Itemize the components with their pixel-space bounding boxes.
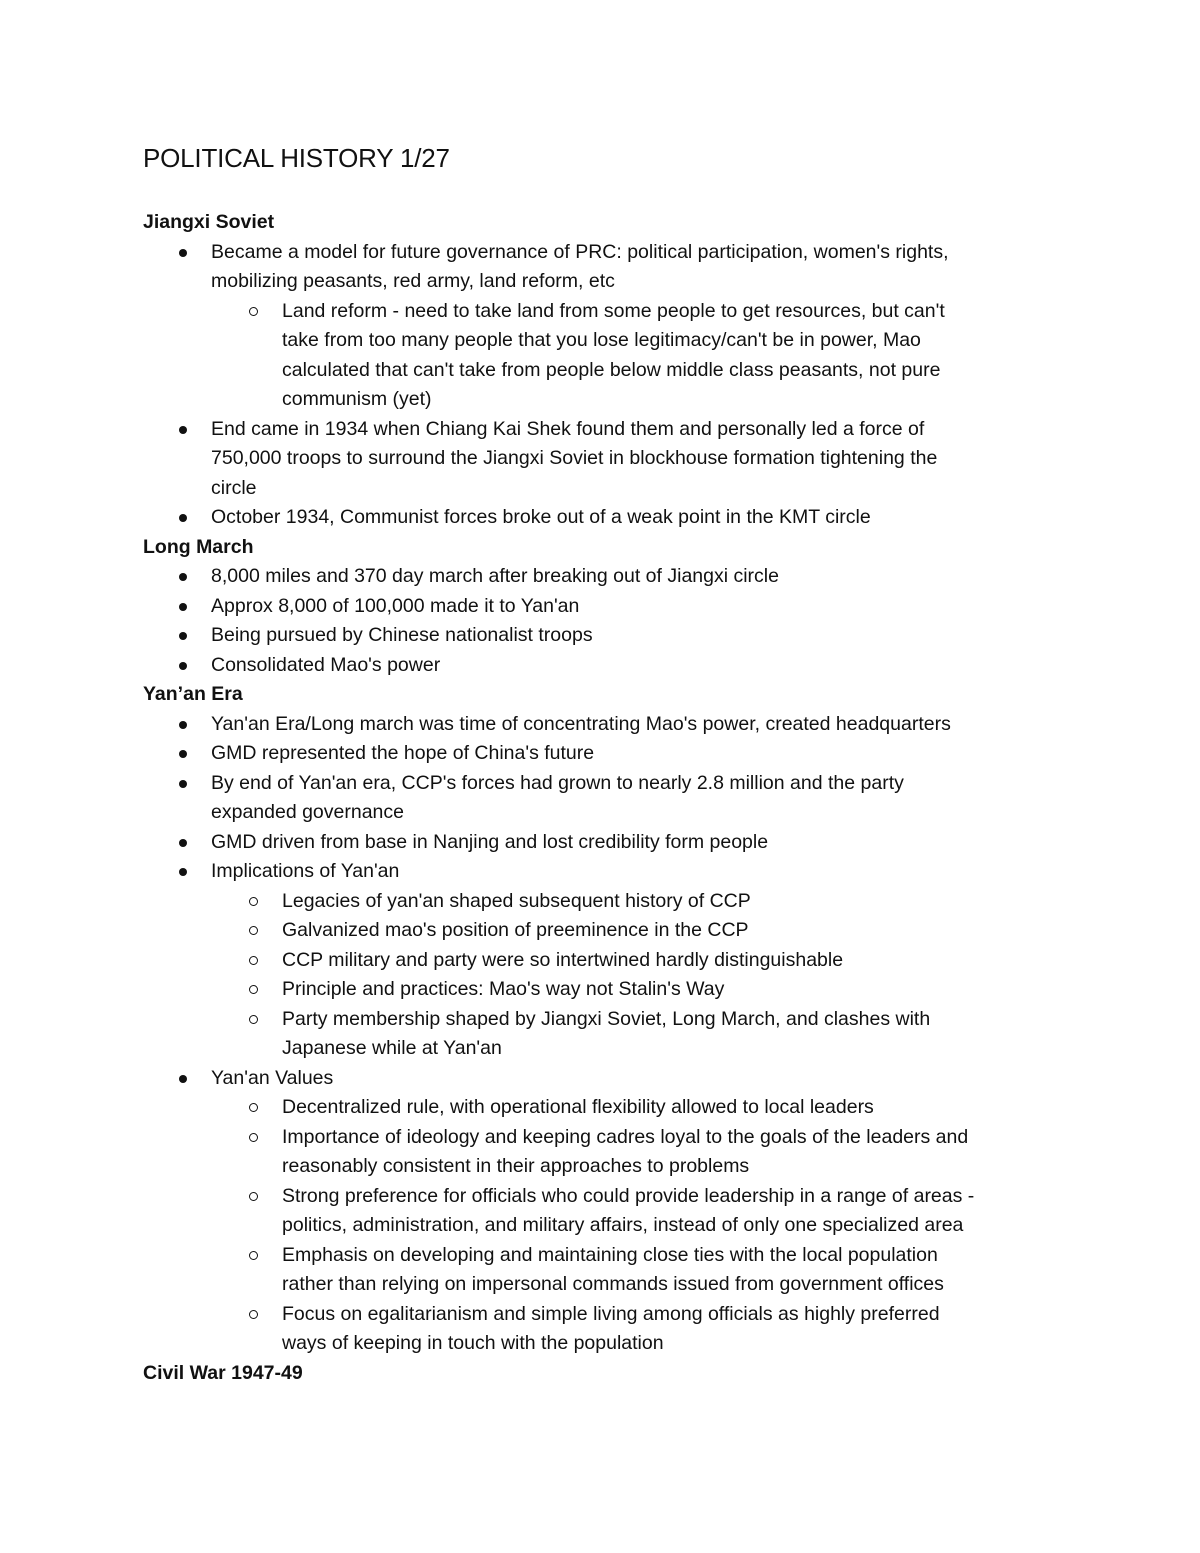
line-text: expanded governance xyxy=(211,801,404,823)
bullet-dot-icon xyxy=(179,721,187,729)
section-heading xyxy=(143,680,1073,710)
line-text: GMD driven from base in Nanjing and lost credibility form people xyxy=(211,830,769,853)
line-text: Yan'an Values xyxy=(211,1066,334,1089)
bullet-circle-icon xyxy=(249,307,258,316)
bullet-dot-icon xyxy=(179,750,187,758)
section-heading xyxy=(143,208,1073,238)
bullet-dot-icon xyxy=(179,662,187,670)
sub-list-item xyxy=(143,946,1073,976)
sub-list-item xyxy=(143,916,1073,946)
line-text: rather than relying on impersonal commands issued from government offices xyxy=(282,1273,944,1295)
bullet-dot-icon xyxy=(179,780,187,788)
line-text: reasonably consistent in their approaches to problems xyxy=(282,1155,750,1177)
bullet-circle-icon xyxy=(249,926,258,935)
line-text: Long March xyxy=(143,535,254,558)
sub-list-item xyxy=(143,1329,1073,1359)
bullet-circle-icon xyxy=(249,1015,258,1024)
sub-list-item xyxy=(143,1005,1073,1035)
line-text: Galvanized mao's position of preeminence in the CCP xyxy=(282,919,749,941)
sub-list-item xyxy=(143,1034,1073,1064)
list-item xyxy=(143,267,1073,297)
sub-list-item xyxy=(143,326,1073,356)
line-text: Consolidated Mao's power xyxy=(211,653,441,676)
sub-list-item xyxy=(143,1152,1073,1182)
sub-list-item xyxy=(143,1270,1073,1300)
list-item xyxy=(143,828,1073,858)
bullet-dot-icon xyxy=(179,573,187,581)
bullet-dot-icon xyxy=(179,1075,187,1083)
sub-list-item xyxy=(143,1300,1073,1330)
sub-list-item xyxy=(143,1093,1073,1123)
line-text: CCP military and party were so intertwined hardly distinguishable xyxy=(282,948,844,971)
sub-list-item xyxy=(143,1182,1073,1212)
list-item xyxy=(143,238,1073,268)
line-text: circle xyxy=(211,476,257,499)
bullet-circle-icon xyxy=(249,897,258,906)
sub-list-item xyxy=(143,1211,1073,1241)
line-text: GMD represented the hope of China's future xyxy=(211,742,595,764)
list-item xyxy=(143,857,1073,887)
line-text: Implications of Yan'an xyxy=(211,860,400,882)
bullet-circle-icon xyxy=(249,1251,258,1260)
line-text: By end of Yan'an era, CCP's forces had grown to nearly 2.8 million and the party xyxy=(211,771,904,794)
list-item xyxy=(143,503,1073,533)
document-title: POLITICAL HISTORY 1/27 xyxy=(143,143,450,173)
line-text: Became a model for future governance of PRC: political participation, women's rights, xyxy=(211,240,949,263)
bullet-circle-icon xyxy=(249,1192,258,1201)
line-text: Being pursued by Chinese nationalist troops xyxy=(211,624,593,646)
list-item xyxy=(143,1064,1073,1094)
line-text: Japanese while at Yan'an xyxy=(282,1037,502,1059)
line-text: communism (yet) xyxy=(282,388,432,410)
line-text: Legacies of yan'an shaped subsequent history of CCP xyxy=(282,889,751,912)
line-text: 750,000 troops to surround the Jiangxi Soviet in blockhouse formation tightening the xyxy=(211,447,938,469)
line-text: Civil War 1947-49 xyxy=(143,1361,303,1384)
bullet-dot-icon xyxy=(179,632,187,640)
list-item xyxy=(143,562,1073,592)
sub-list-item xyxy=(143,1123,1073,1153)
line-text: politics, administration, and military affairs, instead of only one specialized area xyxy=(282,1214,964,1236)
line-text: Decentralized rule, with operational flexibility allowed to local leaders xyxy=(282,1096,874,1118)
line-text: ways of keeping in touch with the population xyxy=(282,1332,664,1354)
bullet-dot-icon xyxy=(179,514,187,522)
bullet-circle-icon xyxy=(249,1133,258,1142)
section-heading xyxy=(143,1359,1073,1389)
bullet-circle-icon xyxy=(249,1310,258,1319)
list-item xyxy=(143,651,1073,681)
line-text: Yan'an Era/Long march was time of concentrating Mao's power, created headquarters xyxy=(211,712,951,735)
bullet-circle-icon xyxy=(249,956,258,965)
notes-body xyxy=(143,208,1073,1388)
list-item xyxy=(143,710,1073,740)
sub-list-item xyxy=(143,297,1073,327)
bullet-dot-icon xyxy=(179,868,187,876)
bullet-dot-icon xyxy=(179,249,187,257)
list-item xyxy=(143,739,1073,769)
list-item xyxy=(143,769,1073,799)
sub-list-item xyxy=(143,887,1073,917)
line-text: Land reform - need to take land from some people to get resources, but can't xyxy=(282,299,945,322)
list-item xyxy=(143,592,1073,622)
sub-list-item xyxy=(143,1241,1073,1271)
list-item xyxy=(143,444,1073,474)
line-text: Party membership shaped by Jiangxi Soviet, Long March, and clashes with xyxy=(282,1007,931,1030)
sub-list-item xyxy=(143,975,1073,1005)
list-item xyxy=(143,474,1073,504)
line-text: Focus on egalitarianism and simple living among officials as highly preferred xyxy=(282,1302,940,1325)
line-text: take from too many people that you lose legitimacy/can't be in power, Mao xyxy=(282,329,921,351)
section-heading xyxy=(143,533,1073,563)
line-text: Principle and practices: Mao's way not Stalin's Way xyxy=(282,978,725,1000)
line-text: Importance of ideology and keeping cadres loyal to the goals of the leaders and xyxy=(282,1125,969,1148)
bullet-dot-icon xyxy=(179,839,187,847)
line-text: Approx 8,000 of 100,000 made it to Yan'an xyxy=(211,594,580,617)
line-text: mobilizing peasants, red army, land reform, etc xyxy=(211,270,615,292)
line-text: Jiangxi Soviet xyxy=(143,211,275,233)
line-text: 8,000 miles and 370 day march after breaking out of Jiangxi circle xyxy=(211,565,779,587)
line-text: Strong preference for officials who could provide leadership in a range of areas - xyxy=(282,1184,975,1207)
bullet-circle-icon xyxy=(249,1103,258,1112)
line-text: Yan’an Era xyxy=(143,683,243,705)
bullet-dot-icon xyxy=(179,603,187,611)
line-text: End came in 1934 when Chiang Kai Shek found them and personally led a force of xyxy=(211,417,925,440)
list-item xyxy=(143,415,1073,445)
sub-list-item xyxy=(143,356,1073,386)
sub-list-item xyxy=(143,385,1073,415)
list-item xyxy=(143,798,1073,828)
line-text: October 1934, Communist forces broke out of a weak point in the KMT circle xyxy=(211,506,871,528)
list-item xyxy=(143,621,1073,651)
bullet-circle-icon xyxy=(249,985,258,994)
line-text: Emphasis on developing and maintaining close ties with the local population xyxy=(282,1243,938,1266)
bullet-dot-icon xyxy=(179,426,187,434)
line-text: calculated that can't take from people below middle class peasants, not pure xyxy=(282,358,941,381)
